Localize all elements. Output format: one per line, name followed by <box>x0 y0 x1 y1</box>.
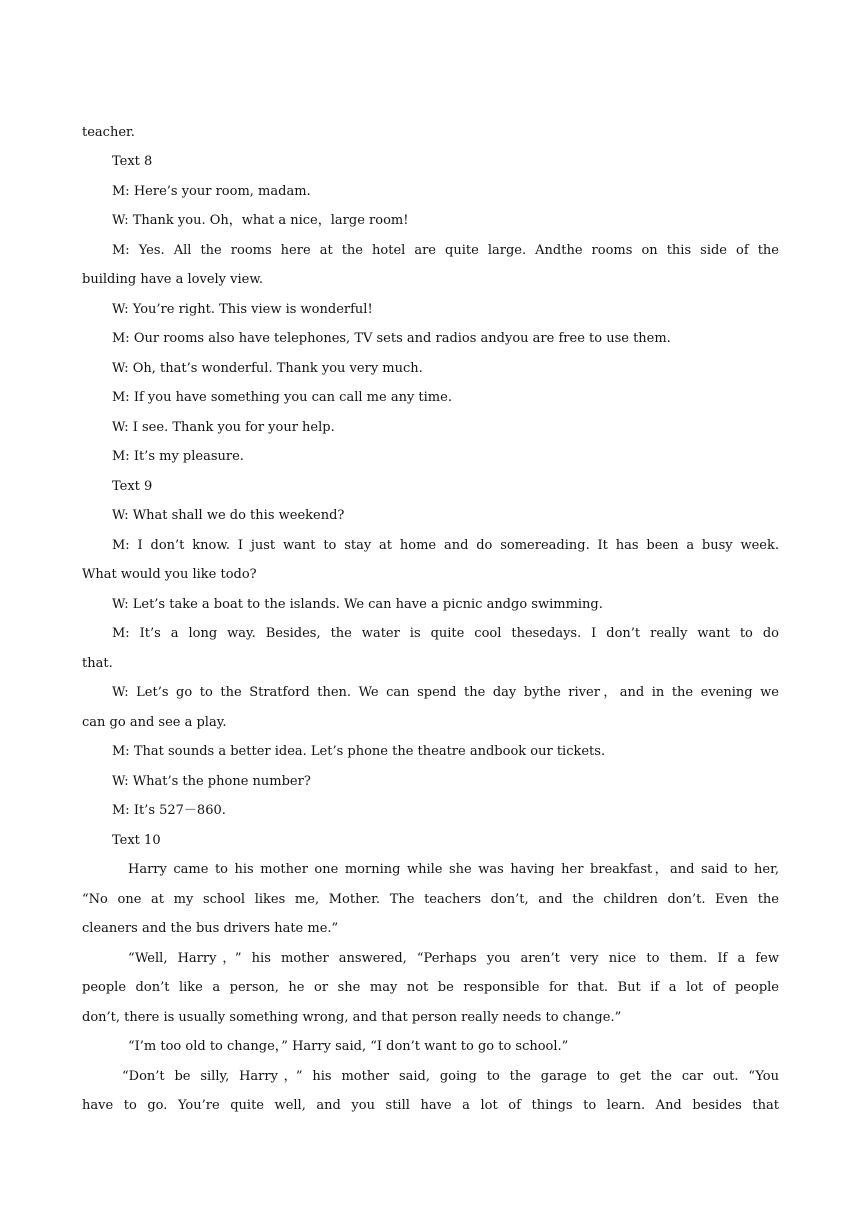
dialogue-line: M: Yes. All the rooms here at the hotel are quite large. Andthe rooms on this side of the <box>112 243 779 258</box>
text-line: teacher. <box>82 125 135 140</box>
dialogue-line-continuation: building have a lovely view. <box>82 272 264 287</box>
passage-line: “Don’t be silly, Harry，” his mother said, going to the garage to get the car out. “You <box>122 1069 779 1084</box>
dialogue-line: W: Let’s take a boat to the islands. We can have a picnic andgo swimming. <box>112 597 603 612</box>
dialogue-line: W: Let’s go to the Stratford then. We can spend the day bythe river，and in the evening we <box>112 685 779 700</box>
dialogue-line: W: What’s the phone number? <box>112 774 311 789</box>
dialogue-line: M: That sounds a better idea. Let’s phone the theatre andbook our tickets. <box>112 744 606 759</box>
dialogue-line: M: It’s a long way. Besides, the water is quite cool thesedays. I don’t really want to do <box>112 626 779 641</box>
section-heading-text-9: Text 9 <box>112 479 153 494</box>
dialogue-line: M: If you have something you can call me any time. <box>112 390 452 405</box>
passage-line: have to go. You’re quite well, and you still have a lot of things to learn. And besides that <box>82 1098 779 1113</box>
dialogue-line: M: Here’s your room, madam. <box>112 184 311 199</box>
passage-line: cleaners and the bus drivers hate me.” <box>82 921 339 936</box>
dialogue-line-continuation: can go and see a play. <box>82 715 227 730</box>
passage-line: people don’t like a person, he or she may not be responsible for that. But if a lot of people <box>82 980 779 995</box>
dialogue-line: M: I don’t know. I just want to stay at home and do somereading. It has been a busy week. <box>112 538 779 553</box>
dialogue-line-continuation: What would you like todo? <box>82 567 257 582</box>
dialogue-line: W: You’re right. This view is wonderful! <box>112 302 373 317</box>
passage-line: “I’m too old to change，” Harry said, “I don’t want to go to school.” <box>128 1039 569 1054</box>
dialogue-line: W: Oh, that’s wonderful. Thank you very much. <box>112 361 423 376</box>
passage-line: “No one at my school likes me, Mother. The teachers don’t, and the children don’t. Even the <box>82 892 779 907</box>
dialogue-line: M: It’s my pleasure. <box>112 449 244 464</box>
passage-line: “Well, Harry，” his mother answered, “Perhaps you aren’t very nice to them. If a few <box>128 951 779 966</box>
section-heading-text-8: Text 8 <box>112 154 153 169</box>
dialogue-line: W: Thank you. Oh，what a nice，large room! <box>112 213 409 228</box>
dialogue-line: M: It’s 527－860. <box>112 803 226 818</box>
passage-line: don’t, there is usually something wrong, and that person really needs to change.” <box>82 1010 622 1025</box>
dialogue-line: W: I see. Thank you for your help. <box>112 420 335 435</box>
dialogue-line: M: Our rooms also have telephones, TV sets and radios andyou are free to use them. <box>112 331 671 346</box>
passage-line: Harry came to his mother one morning while she was having her breakfast，and said to her, <box>128 862 779 877</box>
dialogue-line: W: What shall we do this weekend? <box>112 508 345 523</box>
section-heading-text-10: Text 10 <box>112 833 161 848</box>
dialogue-line-continuation: that. <box>82 656 113 671</box>
